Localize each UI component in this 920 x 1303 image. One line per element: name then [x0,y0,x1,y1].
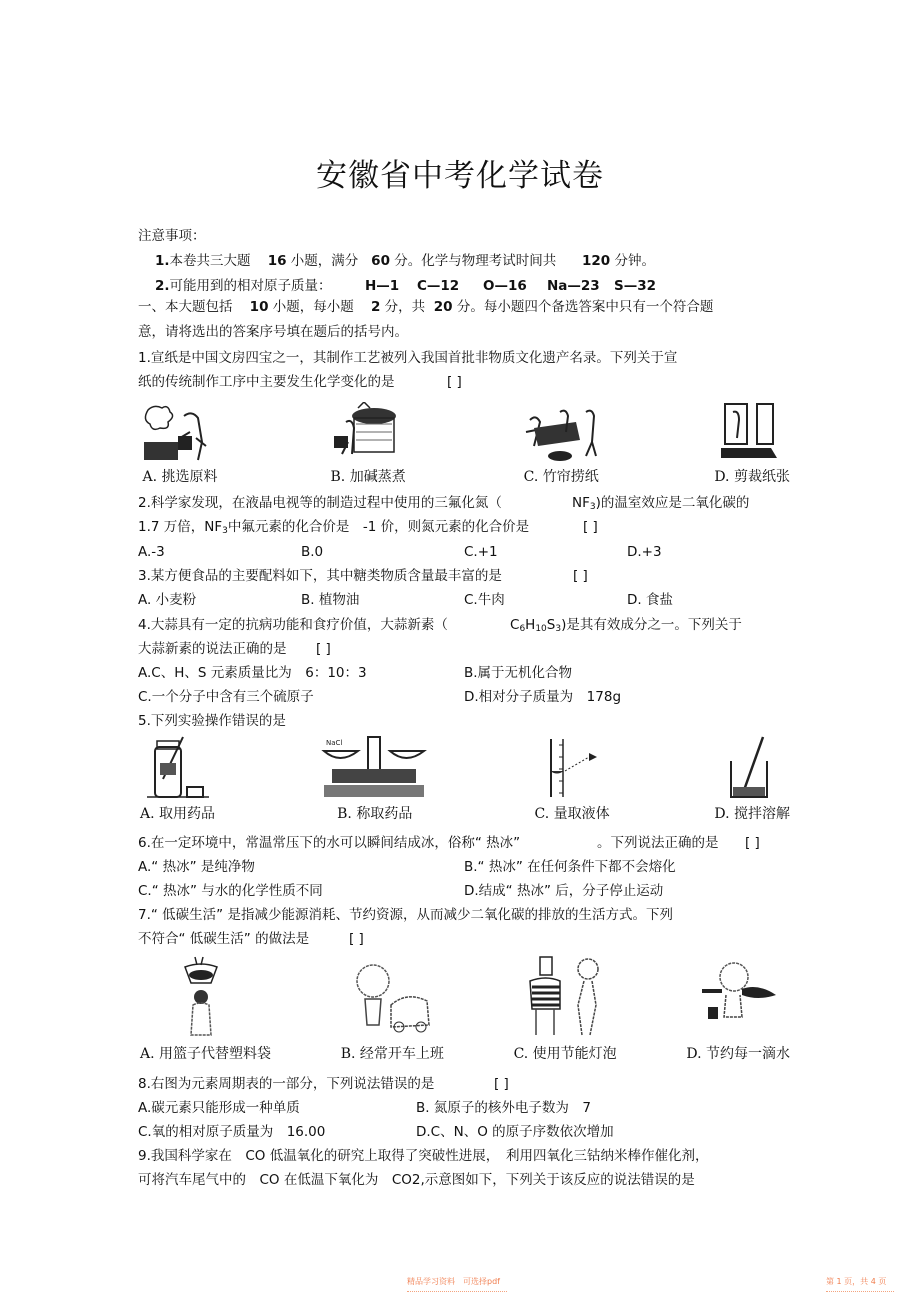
notes-heading: 注意事项： [138,228,206,244]
q4-formula-s-sub: 3 [555,624,562,634]
q2-line2-a: 1.7 万倍，NF [138,519,223,535]
saving-water-illustration-icon [698,955,778,1041]
q2-option-a[interactable]: A.-3 [138,544,165,560]
q5-image-b[interactable] [320,735,430,823]
q6-option-a[interactable]: A.“ 热冰” 是纯净物 [138,859,255,875]
q7-image-b[interactable] [341,955,444,1063]
q7-option-a-caption: A. 用篮子代替塑料袋 [140,1046,272,1062]
q6-line1: 6.在一定环境中，常温常压下的水可以瞬间结成冰，俗称“ 热冰” [138,835,521,851]
cutting-paper-illustration-icon [717,402,787,464]
q1-option-a-caption: A. 挑选原料 [142,469,218,485]
notes-item-1-text-a: 本卷共三大题 [169,253,251,269]
footer-source-label: 精品学习资料 可选择pdf [407,1277,500,1286]
q5-image-a[interactable] [140,735,215,823]
basket-instead-of-plastic-bag-illustration-icon [171,955,241,1041]
q4-formula-s: S [546,617,556,633]
q2-option-d[interactable]: D.+3 [627,544,662,560]
q8-option-a[interactable]: A.碳元素只能形成一种单质 [138,1100,300,1116]
svg-text:NaCl: NaCl [325,739,343,747]
notes-item-1-text-b: 小题，满分 [290,253,359,269]
q4-formula-h-sub: 10 [535,624,547,634]
mass-c: C—12 [417,278,460,294]
notes-item-2-text: 可能用到的相对原子质量： [169,278,332,294]
q7-option-c-caption: C. 使用节能灯泡 [513,1046,617,1062]
q3-answer-bracket[interactable]: [ ] [573,568,588,584]
q3-option-a[interactable]: A. 小麦粉 [138,592,197,608]
q7-line1: 7.“ 低碳生活” 是指减少能源消耗、节约资源，从而减少二氧化碳的排放的生活方式。下列 [138,907,673,923]
q5-option-b-caption: B. 称取药品 [337,806,413,822]
notes-item-2-prefix: 2. [155,278,170,294]
q5-image-c[interactable] [534,735,609,823]
q2-line2-sub: 3 [222,526,228,536]
mass-o: O—16 [483,278,527,294]
q4-formula-c: C [510,617,520,633]
reagent-bottle-illustration-icon [143,735,213,801]
stirring-beaker-illustration-icon [717,735,787,801]
q1-option-d-caption: D. 剪裁纸张 [714,469,790,485]
q7-line2: 不符合“ 低碳生活” 的做法是 [138,931,310,947]
notes-item-1-text-d: 分钟。 [614,253,655,269]
q2-line2 [138,518,529,540]
section1-points-each: 2 [370,299,381,315]
q5-option-a-caption: A. 取用药品 [140,806,216,822]
q1-line2: 纸的传统制作工序中主要发生化学变化的是 [138,374,395,390]
section1-line2: 意，请将选出的答案序号填在题后的括号内。 [138,324,408,340]
q1-image-b[interactable] [328,402,408,486]
q6-option-d[interactable]: D.结成“ 热冰” 后，分子停止运动 [464,883,664,899]
q1-option-c-caption: C. 竹帘捞纸 [523,469,599,485]
q4-option-a[interactable]: A.C、H、S 元素质量比为 6：10：3 [138,665,367,681]
q1-image-d[interactable] [714,402,790,486]
q4-formula [510,616,742,638]
q2-line2-b: 中氟元素的化合价是 -1 价，则氮元素的化合价是 [227,519,530,535]
q6-line1-b: 。下列说法正确的是 [597,835,719,851]
q1-option-b-caption: B. 加碱蒸煮 [330,469,406,485]
notes-item-1 [155,252,655,270]
q3-line1: 3.某方便食品的主要配料如下，其中糖类物质含量最丰富的是 [138,568,502,584]
q1-line1: 1.宣纸是中国文房四宝之一，其制作工艺被列入我国首批非物质文化遗产名录。下列关于宣 [138,350,678,366]
footer-page-number: 第 1 页，共 4 页 [826,1277,887,1286]
q8-option-b[interactable]: B. 氮原子的核外电子数为 7 [416,1100,591,1116]
q2-formula-nf: NF [572,495,590,511]
q4-formula-c-sub: 6 [519,624,526,634]
section1-count: 10 [249,299,269,315]
notes-item-1-text-c: 分。化学与物理考试时间共 [394,253,557,269]
footer-right-dotted-rule [826,1290,894,1292]
total-score: 60 [371,253,390,269]
q8-option-d[interactable]: D.C、N、O 的原子序数依次增加 [416,1124,614,1140]
q7-image-row [140,955,790,1063]
q4-text-b: )是其有效成分之一。下列关于 [561,617,742,633]
bamboo-screen-papermaking-illustration-icon [516,402,606,464]
q1-image-c[interactable] [516,402,606,486]
q3-option-c[interactable]: C.牛肉 [464,592,505,608]
q7-image-c[interactable] [514,955,617,1063]
q1-image-a[interactable] [140,402,220,486]
q7-image-d[interactable] [686,955,790,1063]
graduated-cylinder-illustration-icon [537,735,607,801]
papermaking-raw-material-illustration-icon [140,402,220,464]
mass-na: Na—23 [547,278,600,294]
q8-answer-bracket[interactable]: [ ] [494,1076,509,1092]
notes-item-2 [155,277,332,295]
q5-line1: 5.下列实验操作错误的是 [138,713,286,729]
q2-answer-bracket[interactable]: [ ] [583,519,598,535]
footer-left-dotted-rule [407,1290,507,1292]
q6-option-b[interactable]: B.“ 热冰” 在任何条件下都不会熔化 [464,859,676,875]
q4-line2: 大蒜新素的说法正确的是 [138,641,287,657]
q4-line1: 4.大蒜具有一定的抗病功能和食疗价值，大蒜新素（ [138,617,448,633]
q1-image-row [140,402,790,486]
q5-option-c-caption: C. 量取液体 [534,806,610,822]
q4-option-c[interactable]: C.一个分子中含有三个硫原子 [138,689,314,705]
section1-points-total: 20 [433,299,453,315]
section1-text-b: 小题，每小题 [272,299,354,315]
q3-option-b[interactable]: B. 植物油 [301,592,360,608]
q9-line2: 可将汽车尾气中的 CO 在低温下氧化为 CO2,示意图如下，下列关于该反应的说法错误的是 [138,1172,695,1188]
q4-formula-h: H [525,617,536,633]
exam-minutes: 120 [582,253,611,269]
q5-image-d[interactable] [714,735,790,823]
q7-option-b-caption: B. 经常开车上班 [340,1046,444,1062]
section1-text-d: 分。每小题四个备选答案中只有一个符合题 [456,299,714,315]
q4-answer-bracket[interactable]: [ ] [316,641,331,657]
q2-text-a: 2.科学家发现，在液晶电视等的制造过程中使用的三氟化氮（ [138,495,502,511]
section1-text-a: 一、本大题包括 [138,299,233,315]
q2-line1 [138,494,502,512]
q2-text-c: )的温室效应是二氧化碳的 [595,495,750,511]
q5-option-d-caption: D. 搅拌溶解 [714,806,790,822]
section1-text-c: 分，共 [384,299,426,315]
driving-to-work-illustration-icon [347,955,437,1041]
q7-image-a[interactable] [140,955,271,1063]
notes-item-1-prefix: 1. [155,253,170,269]
q4-option-b[interactable]: B.属于无机化合物 [464,665,573,681]
q8-option-c[interactable]: C.氧的相对原子质量为 16.00 [138,1124,326,1140]
page-title: 安徽省中考化学试卷 [316,158,604,194]
q2-option-c[interactable]: C.+1 [464,544,498,560]
q7-answer-bracket[interactable]: [ ] [349,931,364,947]
q2-formula [572,494,749,516]
q9-line1: 9.我国科学家在 CO 低温氧化的研究上取得了突破性进展， 利用四氧化三钴纳米棒作催化剂， [138,1148,709,1164]
q4-option-d[interactable]: D.相对分子质量为 178g [464,689,622,705]
mass-h: H—1 [365,278,400,294]
q3-option-d[interactable]: D. 食盐 [627,592,673,608]
q8-line1: 8.右图为元素周期表的一部分，下列说法错误的是 [138,1076,435,1092]
energy-saving-bulb-illustration-icon [520,955,610,1041]
section1-line1 [138,298,713,316]
mass-s: S—32 [614,278,657,294]
q6-answer-bracket[interactable]: [ ] [745,835,760,851]
alkali-steaming-illustration-icon [328,402,408,464]
q6-option-c[interactable]: C.“ 热冰” 与水的化学性质不同 [138,883,323,899]
q7-option-d-caption: D. 节约每一滴水 [686,1046,790,1062]
question-count: 16 [267,253,287,269]
q5-image-row [140,735,790,823]
q2-formula-sub: 3 [589,502,596,512]
q1-answer-bracket[interactable]: [ ] [447,374,462,390]
balance-scale-illustration-icon [320,735,430,801]
q2-option-b[interactable]: B.0 [301,544,324,560]
